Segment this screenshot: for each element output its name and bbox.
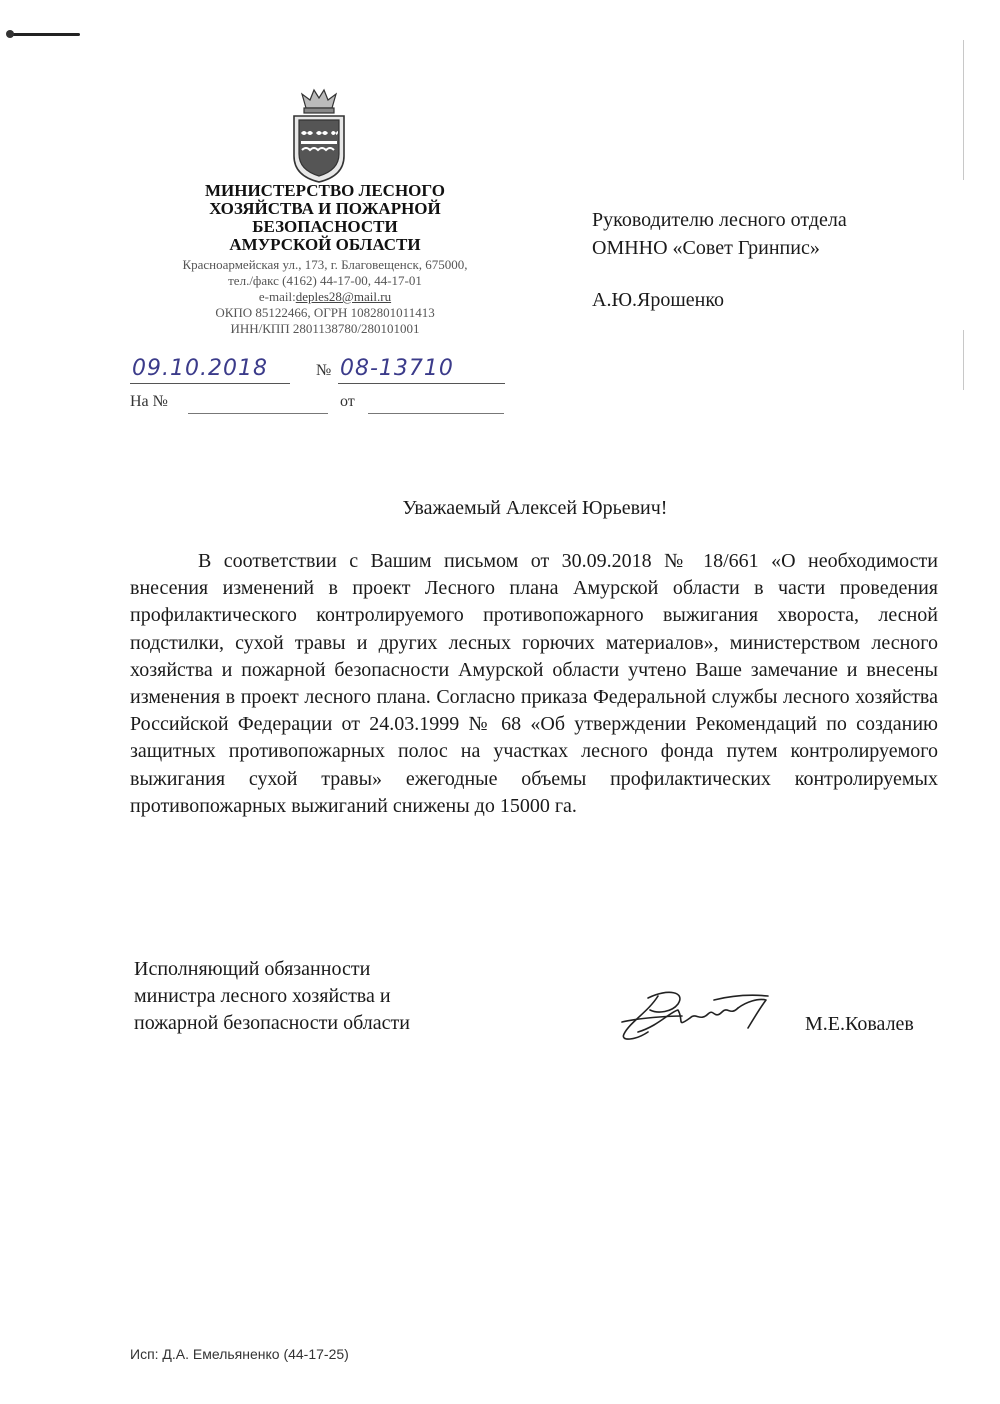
signer-title-line: пожарной безопасности области xyxy=(134,1012,410,1034)
registration-date: 09.10.2018 xyxy=(132,356,268,381)
ref-number-underline xyxy=(188,413,328,414)
ref-from-underline xyxy=(368,413,504,414)
salutation: Уважаемый Алексей Юрьевич! xyxy=(402,497,668,519)
recipient-block xyxy=(592,206,952,314)
email-label: e-mail: xyxy=(258,289,296,304)
scan-edge-line xyxy=(963,330,964,390)
org-address: Красноармейская ул., 173, г. Благовещенск, 675000, xyxy=(182,257,468,272)
recipient-name: А.Ю.Ярошенко xyxy=(592,289,725,311)
registration-number: 08-13710 xyxy=(340,356,454,381)
org-name-line: МИНИСТЕРСТВО ЛЕСНОГО xyxy=(204,181,446,200)
org-phone: тел./факс (4162) 44-17-00, 44-17-01 xyxy=(228,273,422,288)
date-underline xyxy=(130,383,290,384)
reference-row xyxy=(130,393,505,419)
number-underline xyxy=(338,383,505,384)
org-name-line: ХОЗЯЙСТВА И ПОЖАРНОЙ xyxy=(209,199,441,218)
number-label: № xyxy=(316,362,332,379)
signer-title-line: министра лесного хозяйства и xyxy=(134,985,391,1007)
org-inn: ИНН/КПП 2801138780/280101001 xyxy=(230,321,420,336)
org-name-line: АМУРСКОЙ ОБЛАСТИ xyxy=(229,235,421,254)
recipient-line: Руководителю лесного отдела xyxy=(592,209,847,231)
organization-header xyxy=(145,182,505,337)
signer-title-line: Исполняющий обязанности xyxy=(134,958,371,980)
handwritten-signature xyxy=(618,982,788,1046)
ref-from-label: от xyxy=(340,393,355,410)
org-name-line: БЕЗОПАСНОСТИ xyxy=(252,217,398,236)
letter-body: В соответствии с Вашим письмом от 30.09.2018 № 18/661 «О необходимости внесения изменений в проект Лесного плана Амурской области в части проведения профилактического контролируемого противопожарного выжигания хвороста, лесной подстилки, сухой травы и других лесных горючих материалов», министерством лесного хозяйства и пожарной безопасности Амурской области учтено Ваше замечание и внесены изменения в проект лесного плана. Согласно приказа Федеральной службы лесного хозяйства Российской Федерации от 24.03.1999 № 68 «Об утверждении Рекомендаций по созданию защитных противопожарных полос на участках лесного фонда путем контролируемого выжигания сухой травы» ежегодные объемы профилактических контролируемых противопожарных выжиганий снижены до 15000 га. xyxy=(130,550,938,817)
signer-title xyxy=(134,956,514,1037)
page-corner-mark xyxy=(8,33,80,36)
ref-number-label: На № xyxy=(130,393,168,410)
org-email-line xyxy=(145,289,505,305)
executor-note: Исп: Д.А. Емельяненко (44-17-25) xyxy=(130,1346,349,1362)
coat-of-arms-icon xyxy=(286,86,352,186)
email-link[interactable]: deples28@mail.ru xyxy=(295,289,392,304)
org-okpo: ОКПО 85122466, ОГРН 1082801011413 xyxy=(215,305,435,320)
recipient-line: ОМННО «Совет Гринпис» xyxy=(592,237,820,259)
registration-row xyxy=(130,356,505,386)
scan-edge-line xyxy=(963,40,964,180)
signer-name: М.Е.Ковалев xyxy=(805,1013,914,1035)
